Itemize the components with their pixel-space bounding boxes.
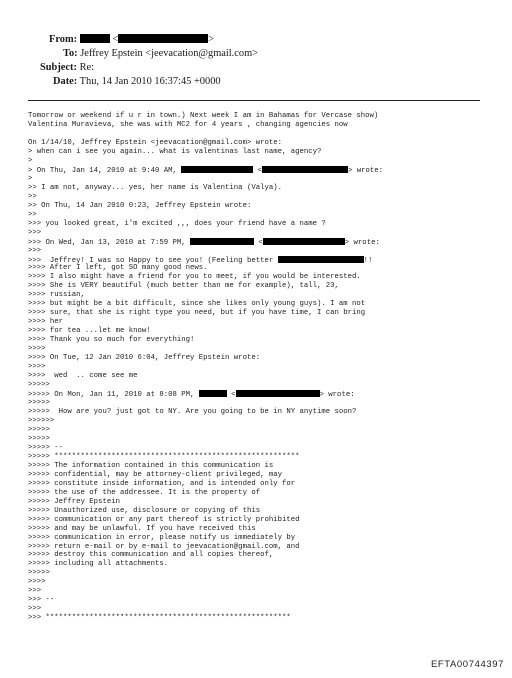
body-line <box>28 587 488 596</box>
body-line-text: > when can i see you again... what is valentinas last name, agency? <box>28 147 322 156</box>
body-line <box>28 381 488 390</box>
body-line-text: >>>>> How are you? just got to NY. Are you going to be in NY anytime soon? <box>28 407 357 416</box>
body-line-text: >>>> for tea ...let me know! <box>28 327 151 336</box>
body-line <box>28 166 488 175</box>
body-line <box>28 211 488 220</box>
body-line-text: >> On Thu, 14 Jan 2010 0:23, Jeffrey Epstein wrote: <box>28 201 252 210</box>
redaction-bar <box>118 34 208 43</box>
body-line <box>28 175 488 184</box>
body-line-text: >>>> russian, <box>28 291 85 300</box>
body-line-text: >>>>> destroy this communication and all copies thereof, <box>28 551 274 560</box>
body-line <box>28 462 488 471</box>
body-line <box>28 363 488 372</box>
body-line <box>28 282 488 291</box>
body-line <box>28 498 488 507</box>
body-line-text: >>>>> Jeffrey Epstein <box>28 497 120 506</box>
body-line <box>28 300 488 309</box>
to-value: Jeffrey Epstein <jeevacation@gmail.com> <box>80 48 259 59</box>
body-line-text: >>>>> <box>28 381 50 390</box>
body-line <box>28 256 488 265</box>
body-line <box>28 489 488 498</box>
body-line-text: < <box>253 166 263 175</box>
body-line <box>28 569 488 578</box>
body-line <box>28 247 488 256</box>
body-line <box>28 229 488 238</box>
body-line-text: >>> you looked great, i'm excited ,,, does your friend have a name ? <box>28 219 326 228</box>
body-line <box>28 202 488 211</box>
body-line <box>28 372 488 381</box>
body-line-text: >>> Jeffrey! I was so Happy to see you! (Feeling better <box>28 256 278 265</box>
body-line-text: >>>>> including all attachments. <box>28 560 169 569</box>
body-line-text: > <box>28 174 33 183</box>
body-line <box>28 264 488 273</box>
body-line-text: >>> <box>28 246 42 255</box>
body-line-text: >>>> <box>28 363 46 372</box>
redaction-bar <box>181 166 253 173</box>
redaction-bar <box>80 34 110 43</box>
body-line <box>28 551 488 560</box>
body-line <box>28 238 488 247</box>
redaction-bar <box>278 256 364 263</box>
body-line-text: >>> ******************************************************** <box>28 614 291 623</box>
subject-value: Re: <box>79 62 94 73</box>
to-row <box>63 47 258 60</box>
body-line-text: !! <box>363 256 373 265</box>
body-line <box>28 148 488 157</box>
body-line <box>28 417 488 426</box>
body-line-text: >>>>> communication or any part thereof is strictly prohibited <box>28 515 300 524</box>
body-line <box>28 193 488 202</box>
body-line <box>28 560 488 569</box>
body-line-text: >>>>> <box>28 434 50 443</box>
date-value: Thu, 14 Jan 2010 16:37:45 +0000 <box>79 76 221 87</box>
body-line <box>28 578 488 587</box>
body-line <box>28 336 488 345</box>
redaction-bar <box>262 166 348 173</box>
body-line-text: On 1/14/10, Jeffrey Epstein <jeevacation@gmail.com> wrote: <box>28 138 282 147</box>
body-line-text: >>>>> Unauthorized use, disclosure or copying of this <box>28 506 261 515</box>
body-line-text: >>> <box>28 228 42 237</box>
body-line-text: >>>> After I left, got SO many good news. <box>28 264 208 273</box>
redaction-bar <box>190 238 254 245</box>
body-line <box>28 605 488 614</box>
date-row <box>53 75 221 88</box>
body-line <box>28 291 488 300</box>
body-line <box>28 157 488 166</box>
body-line-text: >>>>> confidential, may be attorney-client privileged, may <box>28 470 282 479</box>
email-body <box>28 112 488 623</box>
body-line <box>28 273 488 282</box>
body-line-text: >>> -- <box>28 596 55 605</box>
bates-number: EFTA00744397 <box>430 659 504 670</box>
body-line-text: >>>> wed .. come see me <box>28 372 138 381</box>
body-line <box>28 318 488 327</box>
body-line-text: < <box>226 391 236 400</box>
body-line-text: >>> On Wed, Jan 13, 2010 at 7:59 PM, <box>28 238 191 247</box>
body-line-text: > wrote: <box>319 391 355 400</box>
from-label: From: <box>49 34 78 45</box>
body-line-text: >>>> Thank you so much for everything! <box>28 336 195 345</box>
body-line <box>28 543 488 552</box>
body-line-text: > On Thu, Jan 14, 2010 at 9:40 AM, <box>28 166 182 175</box>
body-line <box>28 390 488 399</box>
body-line <box>28 614 488 623</box>
body-line-text: Valentina Muravieva, she was with MC2 for 4 years , changing agencies now <box>28 120 348 129</box>
body-line-text: >>>> On Tue, 12 Jan 2010 6:04, Jeffrey Epstein wrote: <box>28 354 261 363</box>
body-line <box>28 354 488 363</box>
body-line-text: >>>> <box>28 578 46 587</box>
body-line-text: > wrote: <box>344 238 380 247</box>
body-line <box>28 534 488 543</box>
body-line <box>28 453 488 462</box>
body-line <box>28 139 488 148</box>
body-line-text: > <box>28 156 33 165</box>
header-divider <box>28 100 480 101</box>
body-line-text: >> <box>28 192 37 201</box>
body-line <box>28 130 488 139</box>
body-line <box>28 345 488 354</box>
body-line-text: >>>> but might be a bit difficult, since she likes only young guys). I am not <box>28 300 366 309</box>
body-line <box>28 516 488 525</box>
redaction-bar <box>263 238 345 245</box>
from-row <box>49 33 214 46</box>
body-line-text: >>>>> communication in error, please notify us immediately by <box>28 533 296 542</box>
body-line <box>28 309 488 318</box>
redaction-bar <box>236 390 320 397</box>
to-label: To: <box>63 48 78 59</box>
subject-label: Subject: <box>40 62 77 73</box>
body-line <box>28 220 488 229</box>
body-line-text: >> <box>28 210 37 219</box>
body-line <box>28 480 488 489</box>
body-line <box>28 426 488 435</box>
body-line-text: >>>>> and may be unlawful. If you have received this <box>28 524 256 533</box>
body-line-text: >>>>> constitute inside information, and is intended only for <box>28 479 296 488</box>
subject-row <box>40 61 94 74</box>
body-line-text: >>>> sure, that she is right type you need, but if you have time, I can bring <box>28 309 366 318</box>
body-line-text: > wrote: <box>348 166 384 175</box>
body-line-text: < <box>254 238 263 247</box>
body-line <box>28 596 488 605</box>
body-line <box>28 327 488 336</box>
body-line-text: >> I am not, anyway... yes, her name is Valentina (Valya). <box>28 183 282 192</box>
body-line-text: >>>>> the use of the addressee. It is the property of <box>28 488 261 497</box>
body-line-text: >>>>> On Mon, Jan 11, 2010 at 8:08 PM, <box>28 391 199 400</box>
from-gt: > <box>208 34 215 45</box>
body-line-text: >>>>> The information contained in this communication is <box>28 461 274 470</box>
body-line-text: >>>>>> <box>28 416 55 425</box>
body-line-text: >>> <box>28 587 42 596</box>
body-line <box>28 435 488 444</box>
body-line-text: >>>>> ******************************************************** <box>28 452 300 461</box>
body-line-text: >>>> <box>28 345 46 354</box>
from-lt: < <box>112 34 119 45</box>
body-line <box>28 408 488 417</box>
date-label: Date: <box>53 76 78 87</box>
body-line-text: >>>>> -- <box>28 443 64 452</box>
body-line-text: >>>> She is VERY beautiful (much better than me for example), tall, 23, <box>28 282 339 291</box>
body-line <box>28 184 488 193</box>
body-line <box>28 525 488 534</box>
body-line-text: >>>> her <box>28 318 64 327</box>
body-line <box>28 507 488 516</box>
body-line <box>28 112 488 121</box>
body-line-text: Tomorrow or weekend if u r in town.) Next week I am in Bahamas for Vercase show) <box>28 112 379 120</box>
body-line-text: >>>>> return e-mail or by e-mail to jeevacation@gmail.com, and <box>28 542 300 551</box>
body-line-text: >>>>> <box>28 569 50 578</box>
body-line <box>28 471 488 480</box>
body-line <box>28 444 488 453</box>
body-line <box>28 121 488 130</box>
body-line-text: >>> <box>28 605 42 614</box>
redaction-bar <box>199 390 227 397</box>
body-line-text: >>>>> <box>28 399 50 407</box>
body-line-text: >>>>> <box>28 425 50 434</box>
body-line <box>28 399 488 408</box>
body-line-text: >>>> I also might have a friend for you to meet, if you would be interested. <box>28 273 361 282</box>
